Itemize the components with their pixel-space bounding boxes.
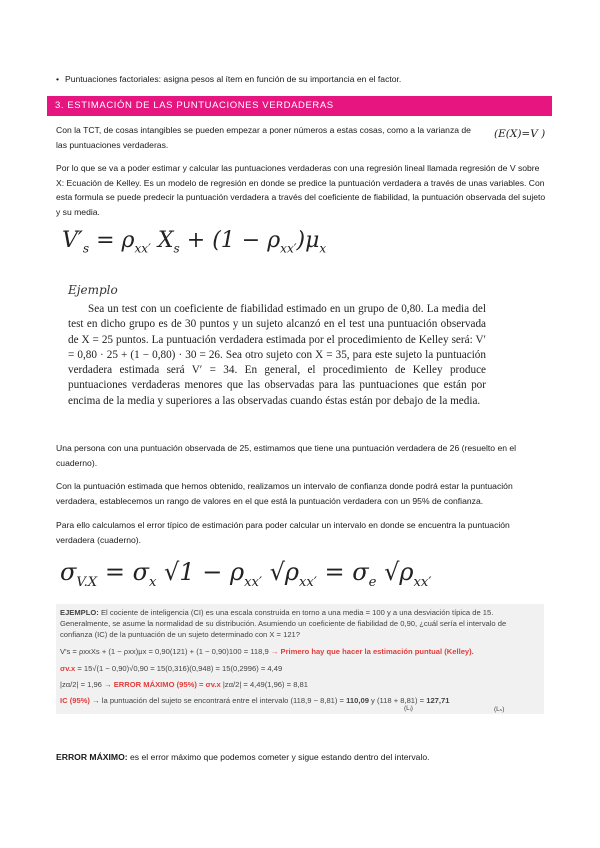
eq2-a: σ	[60, 558, 77, 586]
box-line-4	[60, 646, 540, 657]
box-l1-label: EJEMPLO:	[60, 608, 99, 617]
box-l6-red: ERROR MÁXIMO (95%) = σv.x	[113, 680, 221, 689]
example-heading: Ejemplo	[68, 283, 118, 297]
box-line-3: confianza (IC) de la puntuación de un sujeto determinado con X = 121?	[60, 630, 300, 639]
box-line-2: Generalmente, se asume la normalidad de su distribución. Asumiendo un coeficiente de fiabilidad de 0,90, ¿cuál sería el intervalo de	[60, 619, 507, 628]
max-error-label: ERROR MÁXIMO:	[56, 752, 128, 762]
bullet-dot-icon: •	[56, 74, 60, 84]
expected-value-formula: (E(X)=V )	[494, 128, 546, 140]
eq2-f: √ρ	[384, 558, 414, 586]
eq1-rest: + (1 − ρ	[186, 228, 281, 253]
eq1-end: )μ	[296, 228, 320, 253]
eq2-a-sub: V.X	[76, 574, 98, 590]
eq1-end-sub: x	[319, 241, 327, 256]
box-l7-mid: y (118 + 8,81) =	[371, 696, 425, 705]
eq1-lhs-sub: s	[82, 241, 90, 256]
eq2-e: = σ	[324, 558, 369, 586]
box-l7-v1: 110,09	[346, 696, 369, 705]
box-l6-a: |zα/2| = 1,96 →	[60, 680, 112, 689]
eq1-lhs: V′	[62, 228, 83, 253]
box-line-1	[60, 607, 540, 618]
example-body: Sea un test con un coeficiente de fiabilidad estimado en un grupo de 0,80. La media del test en dicho grupo es de 30 puntos y un sujeto alcanzó en el test una puntuación observada de X = 25 puntos. La puntuación verdadera estimada por el procedimiento de Kelley será: V′ = 0,80 · 25 + (1 − 0,80) · 30 = 26. Sea otro sujeto con X = 35, para este sujeto la puntuación verdadera estimada será V′ = 34. En general, el procedimiento de Kelley produce puntuaciones verdaderas menores que las observadas para las puntuaciones que están por encima de la media y superiores a las observadas cuando éstas están por debajo de la media.	[68, 303, 486, 407]
box-l4: V′s = ρxxXs + (1 − ρxx)μx = 0,90(121) + (1 − 0,90)100 = 118,9	[60, 647, 269, 656]
eq1-rho-sub: xx′	[134, 241, 151, 256]
box-l6-b: |zα/2| = 4,49(1,96) = 8,81	[222, 680, 308, 689]
box-l4-red: → Primero hay que hacer la estimación puntual (Kelley).	[270, 647, 474, 656]
standard-error-equation	[60, 558, 431, 590]
paragraph-tct: Con la TCT, de cosas intangibles se pueden empezar a poner números a estas cosas, como a la varianza de las puntuaciones verdaderas.	[56, 125, 471, 150]
box-line-6	[60, 679, 540, 690]
paragraph-error: Para ello calculamos el error típico de estimación para poder calcular un intervalo en donde se encuentra la puntuación verdadera (cuaderno).	[56, 520, 510, 545]
box-l5-label: σv.x	[60, 664, 76, 673]
box-l7: → la puntuación del sujeto se encontrará entre el intervalo (118,9 − 8,81) =	[92, 696, 344, 705]
box-l1: El cociente de inteligencia (CI) es una escala construida en torno a una media = 100 y a una desviación típica de 15.	[100, 608, 494, 617]
paragraph-kelley: Por lo que se va a poder estimar y calcular las puntuaciones verdaderas con una regresión lineal llamada regresión de V sobre X: Ecuación de Kelley. Es un modelo de regresión en donde se predice la puntuación verdadera a través de unas variables. Con esta formula se puede predecir la puntuación verdadera a través del coeficiente de fiabilidad, la puntuación observada del sujeto y su media.	[56, 163, 546, 217]
eq1-mid: = ρ	[96, 228, 135, 253]
eq1-rest-sub: xx′	[280, 241, 297, 256]
box-line-5	[60, 663, 540, 674]
box-l7-v2: 127,71	[426, 696, 450, 705]
eq2-d: √ρ	[269, 558, 299, 586]
eq2-c-sub: xx′	[244, 574, 262, 590]
section-title: 3. ESTIMACIÓN DE LAS PUNTUACIONES VERDADERAS	[47, 96, 552, 116]
eq1-x-sub: s	[173, 241, 180, 256]
bullet-text: Puntuaciones factoriales: asigna pesos al ítem en función de su importancia en el factor.	[65, 74, 402, 84]
eq2-e-sub: e	[368, 574, 377, 590]
eq1-x: X	[157, 228, 174, 253]
box-line-7	[60, 695, 540, 706]
kelley-equation	[62, 228, 326, 255]
paragraph-person-25: Una persona con una puntuación observada de 25, estimamos que tiene una puntuación verdadera de 26 (resuelto en el cuaderno).	[56, 443, 517, 468]
box-l7-label: IC (95%)	[60, 696, 90, 705]
eq2-c: √1 − ρ	[164, 558, 245, 586]
eq2-b-sub: x	[148, 574, 157, 590]
bullet-factoriales	[56, 72, 546, 86]
box-li: (Lᵢ)	[404, 705, 413, 712]
eq2-b: = σ	[104, 558, 149, 586]
paragraph-max-error	[56, 750, 546, 765]
paragraph-interval: Con la puntuación estimada que hemos obtenido, realizamos un intervalo de confianza donde podrá estar la puntuación verdadera, establecemos un rango de valores en el que está la puntuación verdadera con un 95% de confianza.	[56, 481, 513, 506]
box-l5: = 15√(1 − 0,90)√0,90 = 15(0,316)(0,948) = 15(0,2996) = 4,49	[77, 664, 283, 673]
box-ls: (Lₛ)	[494, 706, 505, 713]
max-error-text: es el error máximo que podemos cometer y sigue estando dentro del intervalo.	[130, 752, 430, 762]
eq2-d-sub: xx′	[299, 574, 317, 590]
eq2-f-sub: xx′	[413, 574, 432, 590]
ci-example-box	[56, 604, 544, 714]
